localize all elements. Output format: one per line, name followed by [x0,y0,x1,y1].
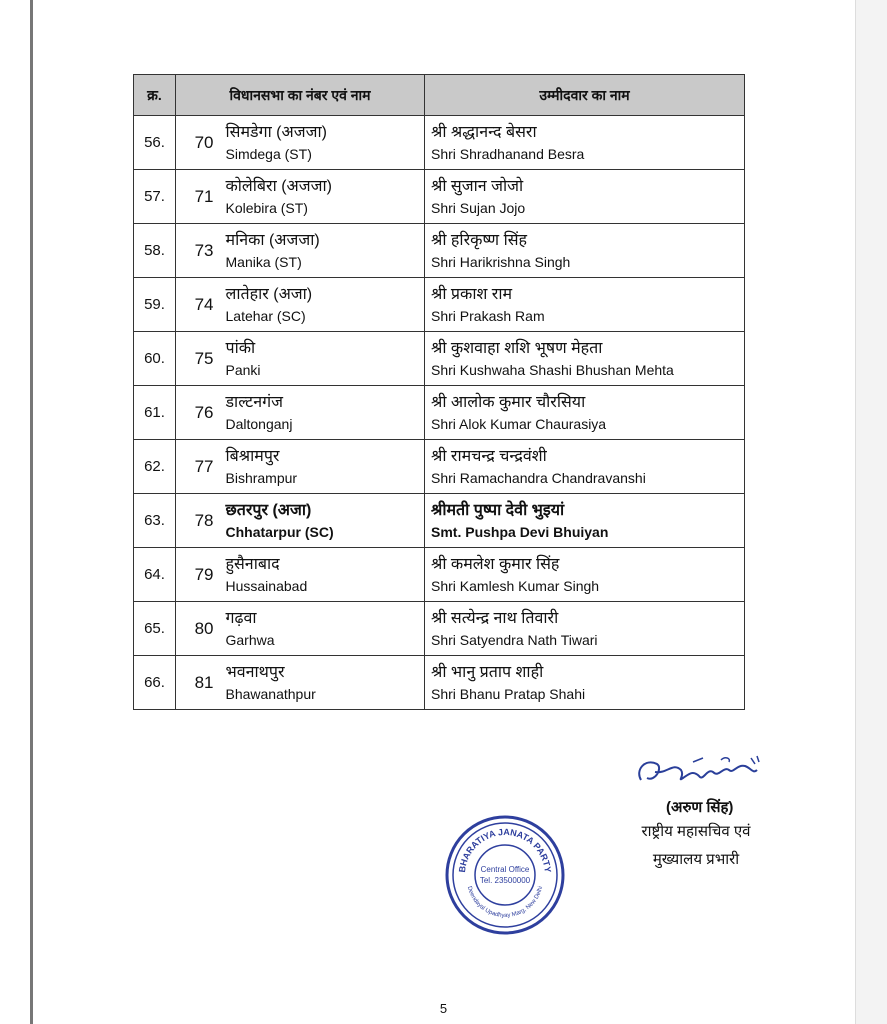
table-row [134,170,745,224]
constituency-name-hindi: बिश्रामपुर [225,447,280,465]
row-constituency [222,656,425,710]
constituency-name-hindi: हुसैनाबाद [225,555,280,573]
candidate-table [133,74,745,710]
table-row [134,224,745,278]
row-candidate [425,494,745,548]
seal-center-line-2: Tel. 23500000 [479,876,531,885]
signatory-designation [596,818,796,874]
candidate-name-hindi: श्री हरिकृष्ण सिंह [431,231,528,249]
constituency-name-english: Bishrampur [225,469,298,486]
row-constituency-number: 81 [176,656,222,710]
signatory-name: (अरुण सिंह) [666,799,734,816]
candidate-name-english: Shri Satyendra Nath Tiwari [431,631,598,648]
row-candidate [425,386,745,440]
page-number: 5 [439,1001,448,1016]
row-constituency-number: 77 [176,440,222,494]
seal-ring-text: BHARATIYA JANATA PARTY [457,826,553,874]
row-candidate [425,440,745,494]
row-serial: 66. [134,656,176,710]
table-row [134,386,745,440]
constituency-name-hindi: छतरपुर (अजा) [225,501,312,519]
constituency-name-english: Daltonganj [225,415,293,432]
row-constituency [222,440,425,494]
row-constituency [222,224,425,278]
constituency-name-english: Bhawanathpur [225,685,316,702]
row-candidate [425,602,745,656]
constituency-name-hindi: मनिका (अजजा) [225,231,320,249]
row-constituency [222,116,425,170]
row-constituency [222,170,425,224]
row-serial: 56. [134,116,176,170]
header-candidate: उम्मीदवार का नाम [425,75,745,116]
row-constituency-number: 76 [176,386,222,440]
row-serial: 65. [134,602,176,656]
row-constituency-number: 75 [176,332,222,386]
row-constituency [222,548,425,602]
candidate-name-english: Shri Prakash Ram [431,307,545,324]
constituency-name-english: Simdega (ST) [225,145,312,162]
constituency-name-english: Garhwa [225,631,275,648]
seal-bottom-text: Deendayal Upadhyay Marg, New Delhi [465,885,545,920]
constituency-name-hindi: भवनाथपुर [225,663,285,681]
candidate-name-hindi: श्री सत्येन्द्र नाथ तिवारी [431,609,559,627]
row-serial: 63. [134,494,176,548]
row-constituency [222,386,425,440]
constituency-name-hindi: कोलेबिरा (अजजा) [225,177,332,195]
row-candidate [425,170,745,224]
candidate-name-english: Shri Bhanu Pratap Shahi [431,685,586,702]
constituency-name-english: Kolebira (ST) [225,199,308,216]
row-constituency-number: 78 [176,494,222,548]
constituency-name-english: Panki [225,361,261,378]
seal-center-line-1: Central Office [480,865,530,874]
designation-line-2: मुख्यालय प्रभारी [652,851,740,868]
constituency-name-english: Chhatarpur (SC) [225,523,334,540]
header-constituency: विधानसभा का नंबर एवं नाम [176,75,425,116]
candidate-name-english: Shri Harikrishna Singh [431,253,571,270]
row-serial: 61. [134,386,176,440]
row-constituency-number: 79 [176,548,222,602]
candidate-name-english: Shri Sujan Jojo [431,199,526,216]
signature-image [633,752,763,797]
row-constituency [222,602,425,656]
row-candidate [425,224,745,278]
candidate-name-hindi: श्री कमलेश कुमार सिंह [431,555,560,573]
row-serial: 58. [134,224,176,278]
candidate-name-hindi: श्री कुशवाहा शशि भूषण मेहता [431,339,603,357]
row-constituency-number: 80 [176,602,222,656]
table-row [134,602,745,656]
svg-text:Deendayal Upadhyay Marg, New D [466,886,544,919]
candidate-name-hindi: श्री श्रद्धानन्द बेसरा [431,123,537,141]
constituency-name-hindi: डाल्टनगंज [225,393,284,411]
row-candidate [425,116,745,170]
constituency-name-hindi: लातेहार (अजा) [225,285,313,303]
row-serial: 59. [134,278,176,332]
candidate-name-hindi: श्री आलोक कुमार चौरसिया [431,393,586,411]
row-constituency-number: 70 [176,116,222,170]
table-row [134,278,745,332]
candidate-name-english: Shri Kamlesh Kumar Singh [431,577,600,594]
party-seal-stamp [443,813,567,937]
row-constituency [222,494,425,548]
table-row [134,440,745,494]
constituency-name-english: Hussainabad [225,577,308,594]
designation-line-1: राष्ट्रीय महासचिव एवं [641,823,751,840]
candidate-name-english: Shri Alok Kumar Chaurasiya [431,415,607,432]
row-candidate [425,332,745,386]
table-row [134,332,745,386]
row-constituency [222,278,425,332]
table-row [134,494,745,548]
row-candidate [425,656,745,710]
constituency-name-hindi: पांकी [225,339,256,357]
candidate-name-english: Shri Kushwaha Shashi Bhushan Mehta [431,361,674,378]
table-row [134,116,745,170]
table-row [134,656,745,710]
row-serial: 57. [134,170,176,224]
table-header-row [134,75,745,116]
candidate-name-hindi: श्री भानु प्रताप शाही [431,663,544,681]
constituency-name-hindi: सिमडेगा (अजजा) [225,123,327,141]
candidate-name-hindi: श्रीमती पुष्पा देवी भुइयां [431,501,565,519]
row-constituency-number: 74 [176,278,222,332]
page-right-margin [855,0,887,1024]
row-constituency [222,332,425,386]
constituency-name-english: Latehar (SC) [225,307,306,324]
candidate-name-hindi: श्री रामचन्द्र चन्द्रवंशी [431,447,547,465]
row-serial: 64. [134,548,176,602]
header-serial: क्र. [134,75,176,116]
candidate-name-hindi: श्री सुजान जोजो [431,177,524,195]
row-constituency-number: 73 [176,224,222,278]
candidate-name-english: Smt. Pushpa Devi Bhuiyan [431,523,609,540]
page-left-edge [30,0,33,1024]
candidate-name-hindi: श्री प्रकाश राम [431,285,513,303]
constituency-name-english: Manika (ST) [225,253,302,270]
constituency-name-hindi: गढ़वा [225,609,257,627]
row-candidate [425,548,745,602]
row-constituency-number: 71 [176,170,222,224]
row-candidate [425,278,745,332]
candidate-name-english: Shri Shradhanand Besra [431,145,585,162]
candidate-name-english: Shri Ramachandra Chandravanshi [431,469,646,486]
row-serial: 60. [134,332,176,386]
table-row [134,548,745,602]
row-serial: 62. [134,440,176,494]
